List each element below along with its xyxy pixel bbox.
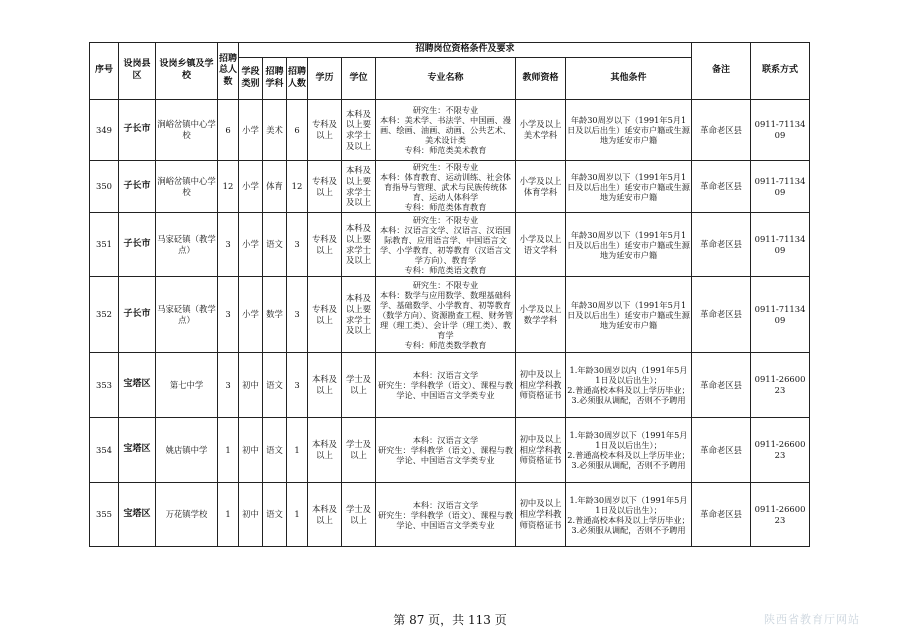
header-county: 设岗县区	[119, 43, 156, 100]
major-line: 本科：汉语言文学、汉语言、汉语国际教育、应用语言学、中国语言文学、小学教育、初等教育（汉语言文学方向）、教育学	[379, 224, 511, 265]
cell-other	[566, 483, 692, 547]
recruitment-table	[89, 42, 810, 547]
table-row	[90, 483, 810, 547]
watermark: 陕西省教育厅网站	[764, 613, 860, 626]
header-count: 招聘人数	[287, 58, 308, 100]
cell-seq: 355	[90, 483, 119, 547]
cell-cert: 小学及以上美术学科	[516, 100, 566, 161]
major-line: 专科：师范类语文教育	[404, 264, 487, 275]
cell-education: 专科及以上	[308, 100, 342, 161]
other-line: 年龄30周岁以下（1991年5月1日及以后出生）延安市户籍或生源地为延安市户籍	[567, 115, 690, 145]
cell-total: 3	[218, 277, 239, 353]
header-subject: 招聘学科	[263, 58, 287, 100]
cell-cert: 小学及以上语文学科	[516, 213, 566, 277]
other-line: 2.普通高校本科及以上学历毕业；	[567, 450, 690, 460]
cell-contact: 0911-2660023	[751, 418, 810, 483]
cell-major	[376, 161, 516, 213]
cell-major	[376, 277, 516, 353]
cell-contact: 0911-7113409	[751, 213, 810, 277]
cell-education: 本科及以上	[308, 353, 342, 418]
cell-total: 3	[218, 353, 239, 418]
cell-education: 专科及以上	[308, 161, 342, 213]
header-education: 学历	[308, 58, 342, 100]
cell-seq: 351	[90, 213, 119, 277]
cell-cert: 初中及以上相应学科教师资格证书	[516, 483, 566, 547]
cell-major	[376, 353, 516, 418]
cell-town: 万花镇学校	[156, 483, 218, 547]
table-row	[90, 418, 810, 483]
cell-total: 3	[218, 213, 239, 277]
cell-town: 第七中学	[156, 353, 218, 418]
cell-degree: 本科及以上要求学士及以上	[342, 100, 376, 161]
major-line: 研究生：不限专业	[412, 279, 479, 290]
cell-seq: 350	[90, 161, 119, 213]
cell-level: 初中	[239, 418, 263, 483]
cell-level: 小学	[239, 213, 263, 277]
cell-count: 1	[287, 483, 308, 547]
table-row	[90, 353, 810, 418]
cell-count: 1	[287, 418, 308, 483]
cell-degree: 本科及以上要求学士及以上	[342, 277, 376, 353]
cell-seq: 354	[90, 418, 119, 483]
major-line: 本科：数学与应用数学、数理基础科学、基础数学、小学教育、初等教育（数学方向）、资源勘查工程、财务管理（理工类）、会计学（理工类）、教育学	[377, 289, 514, 340]
header-seq: 序号	[90, 43, 119, 100]
cell-county: 子长市	[119, 100, 156, 161]
cell-county: 子长市	[119, 161, 156, 213]
cell-other	[566, 100, 692, 161]
table-header	[90, 43, 810, 100]
cell-other	[566, 213, 692, 277]
cell-cert: 小学及以上体育学科	[516, 161, 566, 213]
major-line: 专科：师范类数学教育	[404, 339, 487, 350]
cell-town: 涧峪岔镇中心学校	[156, 100, 218, 161]
cell-note: 革命老区县	[692, 161, 751, 213]
major-line: 专科：师范类美术教育	[404, 145, 487, 155]
other-line: 年龄30周岁以下（1991年5月1日及以后出生）延安市户籍或生源地为延安市户籍	[567, 299, 690, 330]
cell-level: 初中	[239, 353, 263, 418]
cell-other	[566, 353, 692, 418]
other-line: 3.必须服从调配，否则不予聘用	[571, 395, 686, 405]
cell-county: 宝塔区	[119, 353, 156, 418]
cell-total: 1	[218, 483, 239, 547]
header-level: 学段类别	[239, 58, 263, 100]
cell-count: 12	[287, 161, 308, 213]
table-row	[90, 277, 810, 353]
other-line: 年龄30周岁以下（1991年5月1日及以后出生）延安市户籍或生源地为延安市户籍	[567, 171, 690, 202]
cell-level: 小学	[239, 100, 263, 161]
cell-subject: 语文	[263, 483, 287, 547]
other-line: 3.必须服从调配，否则不予聘用	[571, 460, 686, 470]
header-major: 专业名称	[376, 58, 516, 100]
cell-other	[566, 161, 692, 213]
other-line: 2.普通高校本科及以上学历毕业；	[567, 385, 690, 395]
cell-subject: 体育	[263, 161, 287, 213]
cell-level: 初中	[239, 483, 263, 547]
cell-count: 3	[287, 213, 308, 277]
header-town: 设岗乡镇及学校	[156, 43, 218, 100]
cell-note: 革命老区县	[692, 483, 751, 547]
cell-subject: 美术	[263, 100, 287, 161]
cell-contact: 0911-7113409	[751, 100, 810, 161]
other-line: 1.年龄30周岁以内（1991年5月1日及以后出生）；	[569, 365, 688, 385]
cell-education: 本科及以上	[308, 418, 342, 483]
major-line: 研究生：不限专业	[412, 105, 479, 115]
cell-level: 小学	[239, 277, 263, 353]
cell-degree: 本科及以上要求学士及以上	[342, 213, 376, 277]
cell-contact: 0911-7113409	[751, 277, 810, 353]
other-line: 3.必须服从调配，否则不予聘用	[571, 524, 686, 535]
header-contact: 联系方式	[751, 43, 810, 100]
other-line: 1.年龄30周岁以下（1991年5月1日及以后出生）；	[569, 494, 688, 515]
cell-education: 专科及以上	[308, 277, 342, 353]
cell-note: 革命老区县	[692, 100, 751, 161]
cell-cert: 初中及以上相应学科教师资格证书	[516, 418, 566, 483]
major-line: 研究生：学科教学（语文）、课程与教学论、中国语言文学类专业	[377, 445, 514, 465]
cell-county: 宝塔区	[119, 483, 156, 547]
cell-cert: 小学及以上数学学科	[516, 277, 566, 353]
cell-major	[376, 100, 516, 161]
cell-town: 涧峪岔镇中心学校	[156, 161, 218, 213]
cell-town: 马家砭镇（教学点）	[156, 213, 218, 277]
cell-count: 3	[287, 277, 308, 353]
cell-total: 6	[218, 100, 239, 161]
major-line: 研究生：学科教学（语文）、课程与教学论、中国语言文学类专业	[377, 380, 514, 400]
cell-note: 革命老区县	[692, 418, 751, 483]
cell-subject: 数学	[263, 277, 287, 353]
cell-degree: 学士及以上	[342, 418, 376, 483]
cell-major	[376, 483, 516, 547]
header-degree: 学位	[342, 58, 376, 100]
major-line: 本科：美术学、书法学、中国画、漫画、绘画、油画、动画、公共艺术、美术设计类	[379, 115, 511, 145]
other-line: 年龄30周岁以下（1991年5月1日及以后出生）延安市户籍或生源地为延安市户籍	[567, 229, 690, 260]
header-total: 招聘总人数	[218, 43, 239, 100]
cell-subject: 语文	[263, 418, 287, 483]
cell-other	[566, 277, 692, 353]
table-row	[90, 161, 810, 213]
cell-county: 宝塔区	[119, 418, 156, 483]
cell-county: 子长市	[119, 277, 156, 353]
cell-contact: 0911-2660023	[751, 483, 810, 547]
cell-seq: 353	[90, 353, 119, 418]
cell-contact: 0911-2660023	[751, 353, 810, 418]
header-group: 招聘岗位资格条件及要求	[239, 43, 692, 58]
cell-note: 革命老区县	[692, 277, 751, 353]
major-line: 研究生：学科教学（语文）、课程与教学论、中国语言文学类专业	[377, 509, 514, 530]
major-line: 研究生：不限专业	[412, 214, 479, 225]
cell-note: 革命老区县	[692, 353, 751, 418]
major-line: 本科：汉语言文学	[412, 370, 479, 380]
other-line: 2.普通高校本科及以上学历毕业；	[567, 514, 690, 525]
cell-level: 小学	[239, 161, 263, 213]
cell-town: 马家砭镇（教学点）	[156, 277, 218, 353]
header-cert: 教师资格	[516, 58, 566, 100]
cell-contact: 0911-7113409	[751, 161, 810, 213]
cell-degree: 本科及以上要求学士及以上	[342, 161, 376, 213]
cell-total: 1	[218, 418, 239, 483]
major-line: 研究生：不限专业	[412, 161, 479, 172]
header-other: 其他条件	[566, 58, 692, 100]
cell-major	[376, 418, 516, 483]
cell-subject: 语文	[263, 213, 287, 277]
cell-count: 6	[287, 100, 308, 161]
cell-degree: 学士及以上	[342, 483, 376, 547]
table-body	[90, 100, 810, 547]
page-number: 第 87 页，共 113 页	[393, 613, 507, 627]
cell-degree: 学士及以上	[342, 353, 376, 418]
cell-town: 姚店镇中学	[156, 418, 218, 483]
major-line: 本科：体育教育、运动训练、社会体育指导与管理、武术与民族传统体育、运动人体科学	[379, 171, 511, 202]
major-line: 专科：师范类体育教育	[404, 201, 487, 212]
table-row	[90, 213, 810, 277]
major-line: 本科：汉语言文学	[412, 435, 479, 445]
cell-seq: 352	[90, 277, 119, 353]
cell-cert: 初中及以上相应学科教师资格证书	[516, 353, 566, 418]
table-row	[90, 100, 810, 161]
cell-total: 12	[218, 161, 239, 213]
major-line: 本科：汉语言文学	[412, 499, 479, 510]
cell-education: 专科及以上	[308, 213, 342, 277]
cell-count: 3	[287, 353, 308, 418]
cell-other	[566, 418, 692, 483]
cell-subject: 语文	[263, 353, 287, 418]
cell-education: 本科及以上	[308, 483, 342, 547]
cell-county: 子长市	[119, 213, 156, 277]
cell-major	[376, 213, 516, 277]
cell-seq: 349	[90, 100, 119, 161]
cell-note: 革命老区县	[692, 213, 751, 277]
header-note: 备注	[692, 43, 751, 100]
other-line: 1.年龄30周岁以下（1991年5月1日及以后出生）；	[569, 430, 688, 450]
